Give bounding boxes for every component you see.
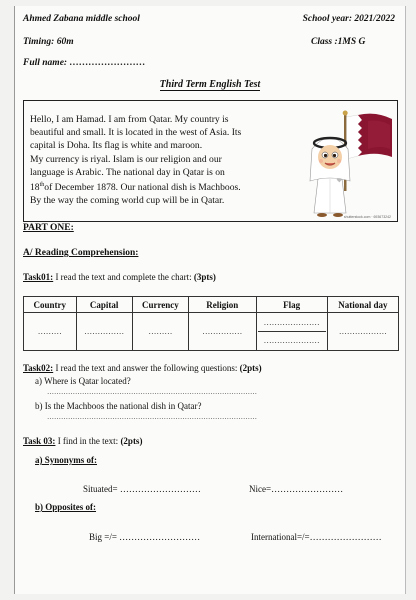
religion-answer[interactable]: …………… [189,313,257,351]
international-answer[interactable]: International=/=…………………… [251,532,382,542]
capital-answer[interactable]: …………… [76,313,132,351]
test-title: Third Term English Test [159,79,261,90]
nice-answer[interactable]: Nice=…………………… [249,484,344,494]
answer-line-b[interactable]: ……………………………………………………………………………… [47,413,257,421]
currency-answer[interactable]: ……… [132,313,188,351]
situated-answer[interactable]: Situated= ……………………… [83,484,201,494]
flag-answer-line: ………………… [258,331,326,349]
question-b: b) Is the Machboos the national dish in Qatar? [35,401,202,411]
image-credit: shutterstock.com · 693673242 [343,215,391,219]
table-row [24,313,399,351]
synonyms-heading: a) Synonyms of: [35,455,98,465]
reading-passage [30,113,292,208]
part-one-heading: PART ONE: [23,223,74,233]
col-religion: Religion [189,297,257,313]
col-country: Country [24,297,77,313]
passage-line: capital is Doha. Its flag is white and maroon. [30,140,203,152]
country-answer[interactable]: ……… [24,313,77,351]
reading-passage-box [23,100,398,222]
col-flag: Flag [256,297,327,313]
passage-line: language is Arabic. The national day in Qatar is on [30,166,225,178]
passage-line: My currency is riyal. Islam is our religion and our [30,153,222,165]
reading-comprehension-heading: A/ Reading Comprehension: [23,248,139,258]
country-chart-table [23,296,399,351]
question-a: a) Where is Qatar located? [35,376,131,386]
school-year: School year: 2021/2022 [302,14,395,24]
passage-line: By the way the coming world cup will be in Qatar. [30,195,225,207]
timing: Timing: 60m [23,37,74,47]
task1-instruction: Task01: I read the text and complete the chart: (3pts) [23,272,216,282]
national-day-answer[interactable]: ……………… [327,313,398,351]
passage-line: Hello, I am Hamad. I am from Qatar. My country is [30,114,229,125]
passage-line: beautiful and small. It is located in the west of Asia. Its [30,127,242,139]
opposites-heading: b) Opposites of: [35,502,97,512]
big-answer[interactable]: Big =/= ……………………… [89,532,201,542]
full-name-field[interactable]: Full name: …………………… [23,58,146,68]
col-national-day: National day [327,297,398,313]
flag-answer-line: ………………… [263,318,320,327]
answer-line-a[interactable]: ……………………………………………………………………………… [47,388,257,396]
worksheet-page [14,6,406,594]
task3-instruction: Task 03: I find in the text: (2pts) [23,436,143,446]
col-capital: Capital [76,297,132,313]
col-currency: Currency [132,297,188,313]
flag-answer[interactable] [256,313,327,351]
qatari-boy-with-flag-illustration [292,109,396,219]
passage-line: 18thof December 1878. Our national dish is Machboos. [30,182,241,194]
school-name: Ahmed Zabana middle school [23,14,140,24]
table-header-row [24,297,399,313]
task2-instruction: Task02: I read the text and answer the following questions: (2pts) [23,363,262,373]
class-label: Class :1MS G [311,37,366,47]
